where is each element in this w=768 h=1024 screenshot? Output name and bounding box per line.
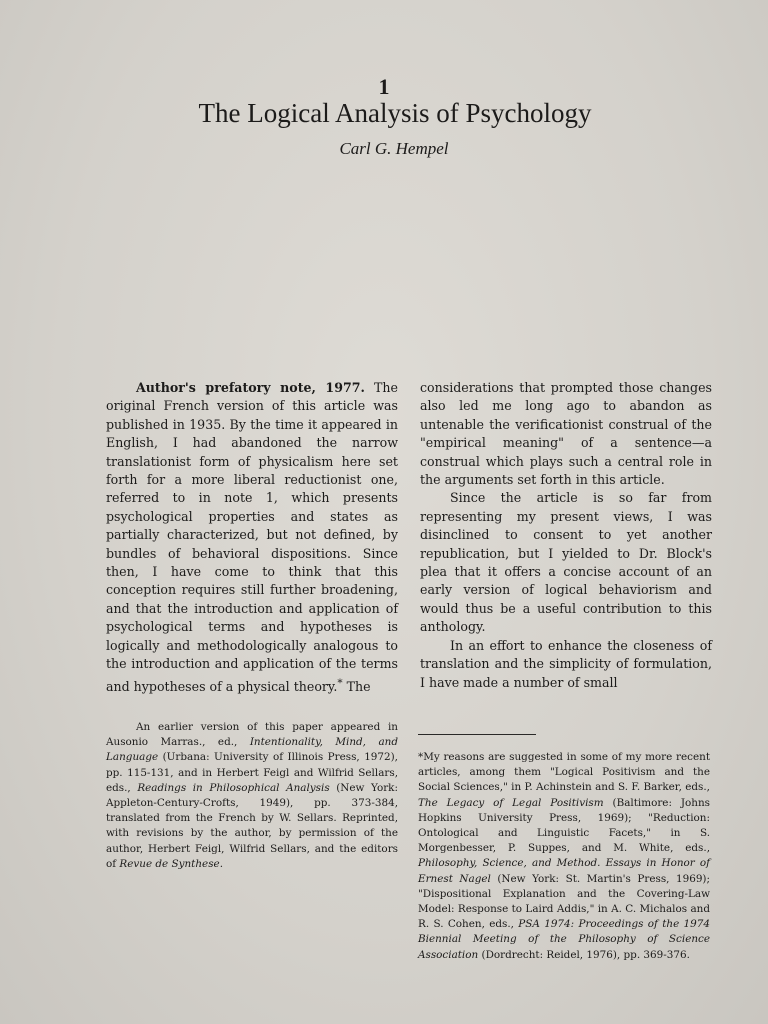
prefatory-paragraph-1-continued: considerations that prompted those changes also led me long ago to abandon as untenable the verificationist construal of the "empirical meaning" of a sentence—a construal which plays such a central role in the arguments set forth in this article.: [420, 380, 712, 488]
source-text: .: [219, 857, 223, 870]
body-column-left: [106, 379, 398, 696]
prefatory-text-1: The original French version of this article was published in 1935. By the time it appeared in English, I had abandoned the narrow translationist form of physicalism here set forth for a more liberal reductionist one, referred to in note 1, which presents psychological properties and states as partially characterized, but not defined, by bundles of behavioral dispositions. Since then, I have come to think that this conception requires still further broadening, and that the introduction and application of psychological terms and hypotheses is logically and methodologically analogous to the introduction and application of the terms and hypotheses of a physical theory.: [106, 380, 398, 694]
footnote-text: (Baltimore: Johns Hopkins University Press, 1969); "Reduction: Ontological and Linguistic Facets," in S. Morgenbesser, P. Suppes, and M. White, eds.,: [418, 796, 710, 855]
chapter-number: 1: [378, 74, 390, 99]
prefatory-paragraph-2: Since the article is so far from representing my present views, I was disinclined to consent to yet another republication, but I yielded to Dr. Block's plea that it offers a concise account of an early version of logical behaviorism and would thus be a useful contribution to this anthology.: [420, 490, 712, 635]
body-column-right: [420, 379, 712, 692]
source-text: (New York: Appleton-Century-Crofts, 1949), pp. 373-384, translated from the French by W. Sellars. Reprinted, with revisions by the author, by permission of the author, Herbert Feigl, Wilfrid Sellars, and the editors of: [106, 781, 398, 870]
source-book-title: Intentionality, Mind, and Language: [106, 736, 398, 764]
source-book-title: Readings in Philosophical Analysis: [137, 781, 330, 794]
footnote-book-title: The Legacy of Legal Positivism: [418, 796, 604, 809]
prefatory-text-2: The: [342, 678, 371, 694]
author-name: Carl G. Hempel: [339, 139, 449, 158]
footnote-source: [106, 720, 398, 872]
footnote-text: (New York: St. Martin's Press, 1969); "Dispositional Explanation and the Covering-Law Model: Response to Laird Addis," in A. C. Michalos and R. S. Cohen, eds.,: [418, 872, 710, 931]
footnote-text: *My reasons are suggested in some of my more recent articles, among them "Logical Positivism and the Social Sciences," in P. Achinstein and S. F. Barker, eds.,: [418, 751, 710, 794]
footnote-text: (Dordrecht: Reidel, 1976), pp. 369-376.: [478, 948, 690, 961]
footnote-rule: [418, 734, 536, 735]
prefatory-paragraph-1: [106, 379, 398, 696]
footnote-book-title: PSA 1974: Proceedings of the 1974 Biennial Meeting of the Philosophy of Science Association: [418, 918, 710, 961]
footnote-marker: *: [337, 676, 343, 689]
source-text: An earlier version of this paper appeared in Ausonio Marras., ed.,: [106, 721, 398, 749]
footnote-continued: [418, 750, 710, 963]
prefatory-heading: Author's prefatory note, 1977.: [136, 380, 365, 395]
star-footnote-continued: [418, 750, 710, 963]
prefatory-paragraph-3: In an effort to enhance the closeness of translation and the simplicity of formulation, I have made a number of small: [420, 637, 712, 690]
source-note: [106, 720, 398, 872]
footnote-book-title: Philosophy, Science, and Method. Essays in Honor of Ernest Nagel: [418, 857, 710, 885]
page-title: The Logical Analysis of Psychology: [198, 98, 592, 128]
source-text: (Urbana: University of Illinois Press, 1972), pp. 115-131, and in Herbert Feigl and Wilfrid Sellars, eds.,: [106, 751, 398, 794]
source-journal-title: Revue de Synthese: [119, 857, 220, 870]
